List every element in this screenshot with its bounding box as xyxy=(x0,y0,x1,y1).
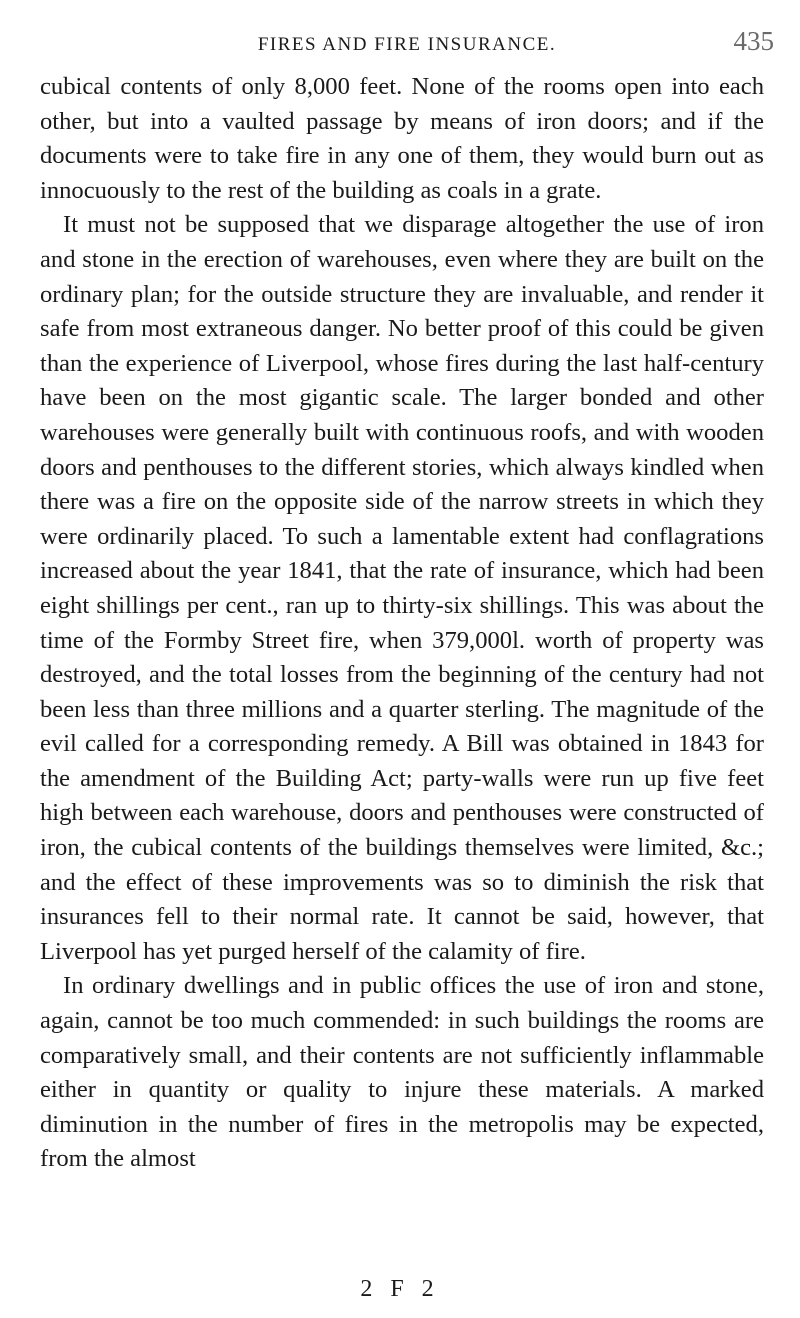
paragraph-ordinary-dwellings: In ordinary dwellings and in public offices the use of iron and stone, again, cannot be too much commended: in such buildings the rooms are comparatively small, and their contents are not sufficiently inflammable either in quantity or quality to injure these materials. A marked diminution in the number of fires in the metropolis may be expected, from the almost xyxy=(40,972,764,1173)
paragraph-continuation: cubical contents of only 8,000 feet. None of the rooms open into each other, but into a vaulted passage by means of iron doors; and if the documents were to take fire in any one of them, they would burn out as innocuously to the rest of the building as coals in a grate. xyxy=(40,73,764,204)
printer-signature-mark: 2 F 2 xyxy=(360,1276,440,1302)
running-head xyxy=(40,26,774,58)
page-number: 435 xyxy=(733,26,774,56)
paragraph-liverpool-fires: It must not be supposed that we disparage altogether the use of iron and stone in the erection of warehouses, even where they are built on the ordinary plan; for the outside structure they are invaluable, and render it safe from most extraneous danger. No better proof of this could be given than the experience of Liverpool, whose fires during the last half-century have been on the most gigantic scale. The larger bonded and other warehouses were generally built with continuous roofs, and with wooden doors and penthouses to the different stories, which always kindled when there was a fire on the opposite side of the narrow streets in which they were ordinarily placed. To such a lamentable extent had conflagrations increased about the year 1841, that the rate of insurance, which had been eight shillings per cent., ran up to thirty-six shillings. This was about the time of the Formby Street fire, when 379,000l. worth of property was destroyed, and the total losses from the beginning of the century had not been less than three millions and a quarter sterling. The magnitude of the evil called for a corresponding remedy. A Bill was obtained in 1843 for the amendment of the Building Act; party-walls were run up five feet high between each warehouse, doors and penthouses were constructed of iron, the cubical contents of the buildings themselves were limited, &c.; and the effect of these improvements was so to diminish the risk that insurances fell to their normal rate. It cannot be said, however, that Liverpool has yet purged herself of the calamity of fire. xyxy=(40,211,764,965)
body-text xyxy=(40,70,764,1177)
running-title: FIRES AND FIRE INSURANCE. xyxy=(257,34,557,55)
